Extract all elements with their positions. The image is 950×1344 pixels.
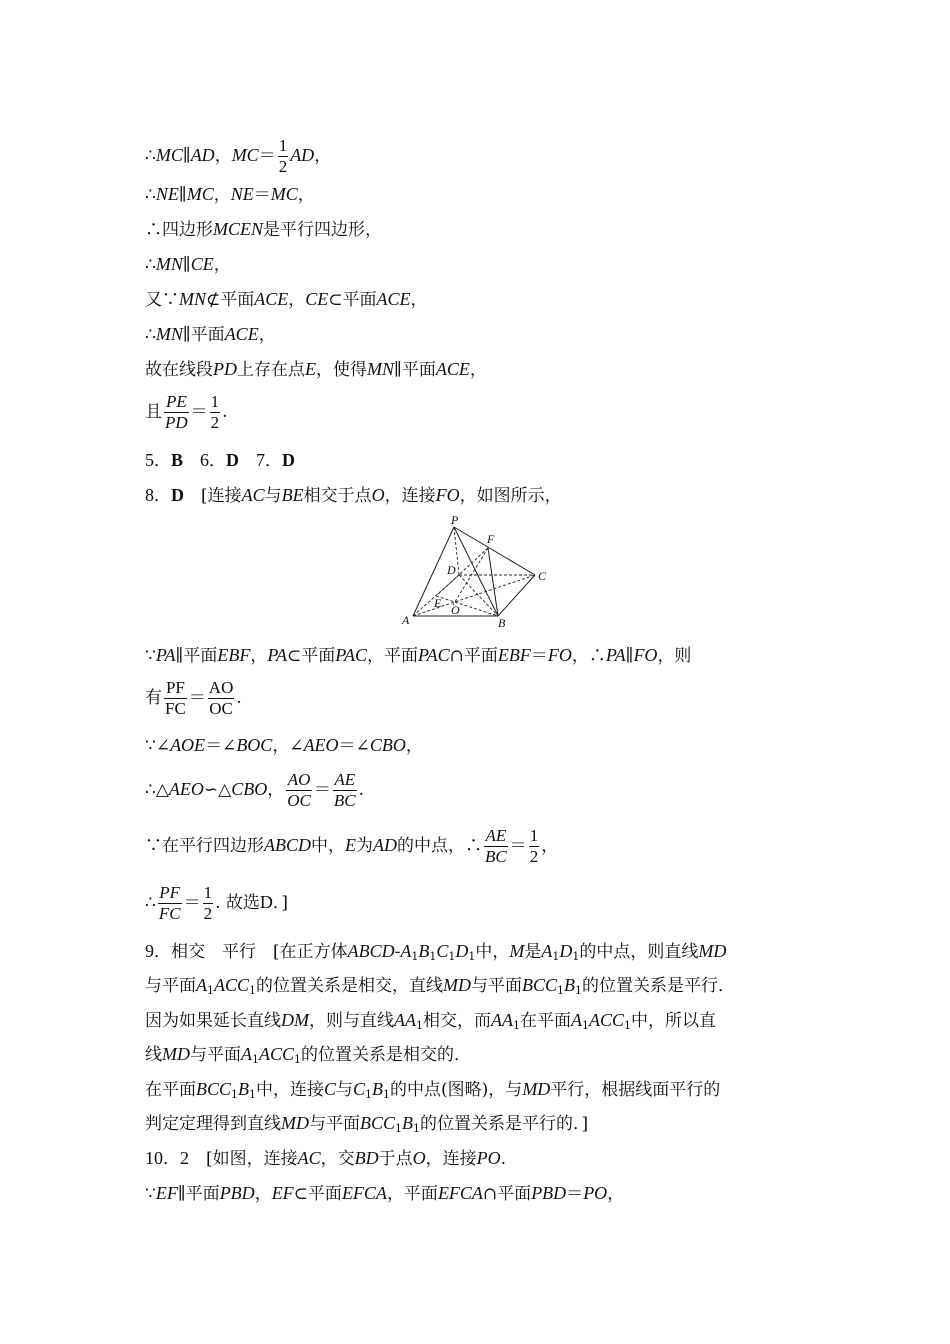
text-line-16: ∴ $\frac{PF}{FC}$ ＝ $\frac{1}{2}$ . 故选D．] [145,883,289,923]
text-line-14: ∴△AEO∽△CBO， $\frac{AO}{OC}$ ＝ $\frac{AE}{BC}$ . [145,770,364,810]
label-A: A [402,613,410,627]
text-line-12: 有 $\frac{PF}{FC}$ ＝ $\frac{AO}{OC}$ . [145,678,242,718]
label-B: B [498,616,506,630]
text-line-10: 8．D [连接AC与BE相交于点O，连接FO，如图所示， [145,485,562,506]
edge-FE [436,548,488,596]
edge-BC [498,575,535,616]
text-line-11: ∵PA∥平面EBF，PA⊂平面PAC，平面PAC∩平面EBF＝FO，∴PA∥FO，则 [145,645,692,666]
text-line-17: 9．相交 平行 [在正方体ABCD-$A_1B_1C_1D_1$中，M是$A_1D_1$的中点，则直线MD [145,941,727,963]
label-F: F [487,532,495,546]
text-line-9: 5．B 6．D 7．D [145,450,296,471]
text-line-8: 且 $\frac{PE}{PD}$ ＝ $\frac{1}{2}$ . [145,392,228,432]
label-C: C [538,569,547,583]
text-line-5: 又∵MN⊄平面ACE，CE⊂平面ACE， [145,289,428,310]
label-D: D [447,563,456,577]
label-P: P [451,513,459,527]
text-line-22: 判定定理得到直线MD与平面$BCC_1B_1$的位置关系是平行的．] [145,1113,589,1135]
label-O: O [451,603,460,617]
text-line-4: ∴MN∥CE， [145,254,231,275]
text-line-21: 在平面$BCC_1B_1$中，连接C与$C_1B_1$的中点(图略)，与MD平行，根据线面平行的 [145,1079,721,1101]
text-line-18: 与平面$A_1ACC_1$的位置关系是相交，直线MD与平面$BCC_1B_1$的位置关系是平行． [145,975,736,997]
edge-DB [459,575,498,616]
text-line-3: ∴四边形MCEN是平行四边形， [145,219,383,240]
text-line-6: ∴MN∥平面ACE， [145,324,276,345]
text-line-13: ∵∠AOE＝∠BOC，∠AEO＝∠CBO， [145,735,423,756]
text-line-7: 故在线段PD上存在点E，使得MN∥平面ACE， [145,359,487,380]
text-line-20: 线MD与平面$A_1ACC_1$的位置关系是相交的． [145,1044,472,1066]
pyramid-figure [395,512,555,632]
text-line-24: ∵EF∥平面PBD，EF⊂平面EFCA，平面EFCA∩平面PBD＝PO， [145,1183,625,1204]
text-line-23: 10．2 [如图，连接AC，交BD于点O，连接PO. [145,1148,507,1169]
text-line-15: ∵在平行四边形ABCD中，E为AD的中点，∴ $\frac{AE}{BC}$ ＝ $\frac{1}{2}$ ， [145,826,559,866]
text-line-2: ∴NE∥MC，NE＝MC， [145,184,315,205]
label-E: E [434,596,442,610]
text-line-1: ∴MC∥AD，MC＝ $\frac{1}{2}$ AD， [145,136,332,176]
text-line-19: 因为如果延长直线DM，则与直线$AA_1$相交，而$AA_1$在平面$A_1ACC_1$中，所以直 [145,1010,717,1032]
